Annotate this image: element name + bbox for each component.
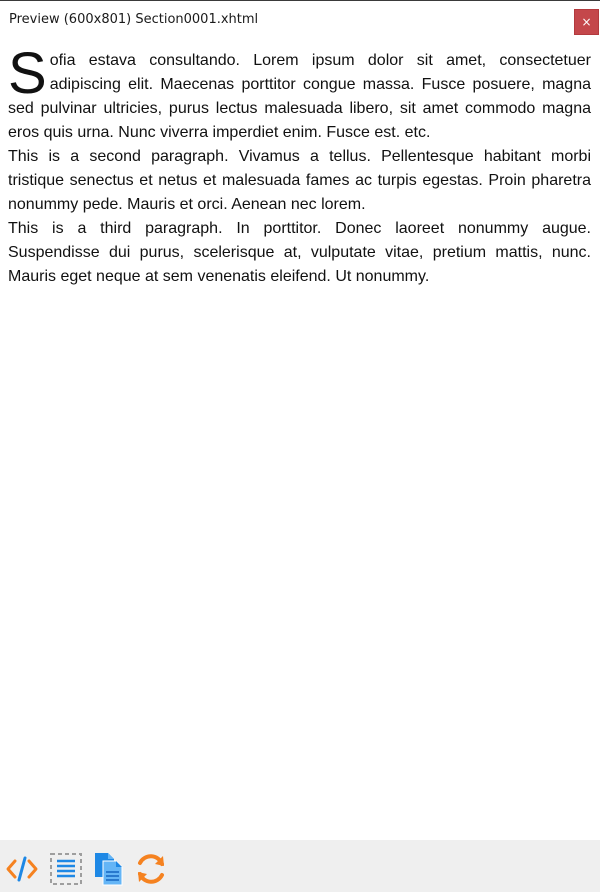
paragraph-1: [8, 41, 591, 145]
document-view-button[interactable]: [91, 851, 127, 887]
close-button[interactable]: ×: [574, 9, 599, 35]
refresh-button[interactable]: [133, 851, 169, 887]
drop-cap: S: [8, 41, 47, 106]
paragraph-3: This is a third paragraph. In porttitor. Donec laoreet nonummy augue. Suspendisse dui purus, scelerisque at, vulputate vitae, pretium mattis, nunc. Mauris eget neque at sem venenatis eleifend. Ut nonummy.: [8, 220, 591, 285]
title-bar: [0, 1, 600, 38]
code-icon: [4, 851, 40, 887]
window-title: Preview (600x801) Section0001.xhtml: [9, 12, 259, 27]
bottom-toolbar: [0, 840, 600, 892]
refresh-icon: [133, 851, 169, 887]
paragraph-2: This is a second paragraph. Vivamus a tellus. Pellentesque habitant morbi tristique senectus et netus et malesuada fames ac turpis egestas. Proin pharetra nonummy pede. Mauris et orci. Aenean nec lorem.: [8, 148, 591, 213]
code-view-button[interactable]: [4, 851, 40, 887]
select-list-button[interactable]: [48, 851, 84, 887]
preview-content: [8, 41, 591, 289]
paragraph-1-text: ofia estava consultando. Lorem ipsum dolor sit amet, consectetuer adipiscing elit. Maecenas porttitor congue massa. Fusce posuere, magna sed pulvinar ultricies, purus lectus malesuada libero, sit amet commodo magna eros quis urna. Nunc viverra imperdiet enim. Fusce est. etc.: [8, 52, 591, 141]
document-icon: [91, 851, 127, 887]
list-selection-icon: [48, 851, 84, 887]
